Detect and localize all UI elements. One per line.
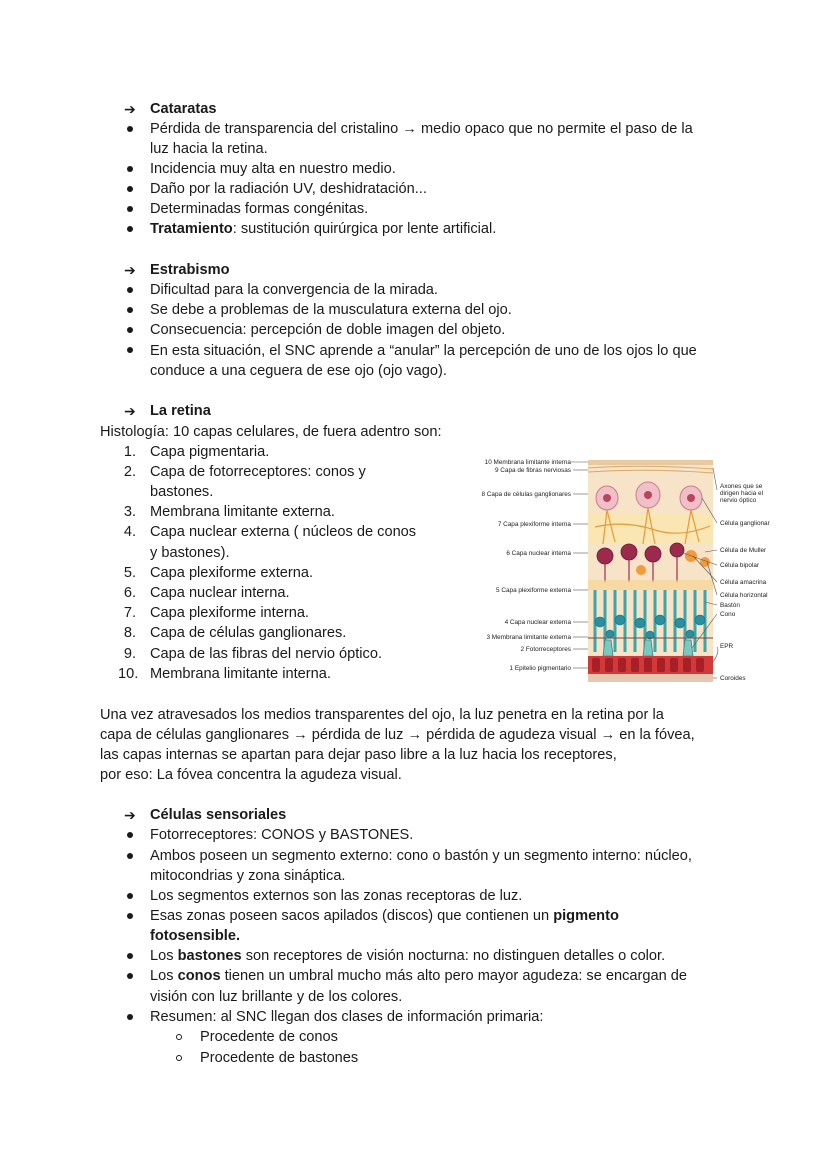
label-cono: Cono — [720, 611, 736, 618]
section-heading-retina: La retina — [150, 403, 211, 419]
list-item-continuation: luz hacia la retina. — [150, 141, 268, 157]
bullet-icon — [127, 973, 133, 979]
label-baston: Bastón — [720, 602, 740, 609]
list-item: Ambos poseen un segmento externo: cono o bastón y un segmento interno: núcleo, — [150, 848, 692, 864]
bullet-icon — [127, 186, 133, 192]
retina-layers-diagram — [455, 452, 785, 692]
choroid — [588, 674, 713, 682]
sub-list-item: Procedente de bastones — [200, 1050, 359, 1066]
pigment-cells — [592, 658, 704, 672]
label-capa-nuclear-externa: 4 Capa nuclear externa — [504, 619, 571, 626]
section-heading-celulas: Células sensoriales — [150, 807, 287, 823]
outer-plexiform-layer — [588, 580, 713, 590]
list-item: Dificultad para la convergencia de la mirada. — [150, 282, 438, 298]
label-axones-2: dirigen hacia el — [720, 490, 763, 497]
bullet-icon — [127, 287, 133, 293]
label-celula-horizontal: Célula horizontal — [720, 592, 768, 599]
bullet-icon — [127, 226, 133, 232]
layer-item: Membrana limitante interna. — [150, 666, 331, 682]
section-heading-estrabismo: Estrabismo — [150, 262, 230, 278]
list-item: Determinadas formas congénitas. — [150, 201, 369, 217]
layer-item: Membrana limitante externa. — [150, 504, 335, 520]
list-item-zonas — [150, 906, 619, 926]
zonas-bold: pigmento — [553, 908, 619, 924]
layer-item: Capa plexiforme interna. — [150, 605, 309, 621]
arrow-icon: ➔ — [124, 262, 136, 278]
arrow-icon: ➔ — [124, 101, 136, 117]
sub-list-item: Procedente de conos — [200, 1029, 338, 1045]
bastones-post: son receptores de visión nocturna: no distinguen detalles o color. — [241, 948, 666, 964]
label-capa-fibras-nerviosas: 9 Capa de fibras nerviosas — [494, 467, 571, 474]
bullet-icon — [127, 953, 133, 959]
label-axones-3: nervio óptico — [720, 497, 757, 504]
list-number: 3. — [123, 504, 136, 520]
inner-limiting-membrane — [588, 460, 713, 465]
label-epr: EPR — [720, 643, 734, 650]
list-number: 8. — [123, 625, 136, 641]
list-number: 5. — [123, 565, 136, 581]
layer-item: Capa de fotorreceptores: conos y — [150, 464, 366, 480]
layer-item: Capa nuclear interna. — [150, 585, 290, 601]
list-item-continuation: visión con luz brillante y de los colores. — [150, 989, 403, 1005]
layer-item: Capa plexiforme externa. — [150, 565, 314, 581]
label-coroides: Coroides — [720, 675, 746, 682]
label-membrana-limitante-interna: 10 Membrana limitante interna — [484, 459, 571, 466]
label-epitelio-pigmentario: 1 Epitelio pigmentario — [509, 665, 571, 672]
list-item-continuation: fotosensible. — [150, 928, 241, 944]
label-celula-amacrina: Célula amacrina — [720, 579, 767, 586]
paragraph-line: las capas internas se apartan para dejar paso libre a la luz hacia los receptores, — [100, 747, 617, 763]
paragraph-line: capa de células ganglionares → pérdida de luz → pérdida de agudeza visual → en la fóvea, — [100, 727, 695, 743]
label-capa-plexiforme-interna: 7 Capa plexiforme interna — [497, 521, 571, 528]
list-item: Daño por la radiación UV, deshidratación... — [150, 181, 427, 197]
layer-item: Capa de células ganglionares. — [150, 625, 347, 641]
label-capa-nuclear-interna: 6 Capa nuclear interna — [506, 550, 571, 557]
list-item: En esta situación, el SNC aprende a “anular” la percepción de uno de los ojos lo que — [150, 343, 697, 359]
paragraph-line: Una vez atravesados los medios transparentes del ojo, la luz penetra en la retina por la — [100, 707, 664, 723]
bullet-icon — [127, 126, 133, 132]
label-membrana-limitante-externa: 3 Membrana limitante externa — [486, 634, 571, 641]
bullet-icon — [127, 853, 133, 859]
list-number: 10. — [118, 666, 139, 682]
bullet-icon — [127, 166, 133, 172]
list-item-treatment — [150, 219, 496, 239]
section-heading-cataratas: Cataratas — [150, 101, 217, 117]
list-number: 1. — [123, 444, 136, 460]
paragraph-line: por eso: La fóvea concentra la agudeza visual. — [100, 767, 402, 783]
conos-bold: conos — [177, 968, 221, 984]
list-number: 2. — [123, 464, 136, 480]
label-capa-celulas-ganglionares: 8 Capa de células ganglionares — [481, 491, 571, 498]
bullet-icon — [127, 832, 133, 838]
list-number: 7. — [123, 605, 136, 621]
treatment-label: Tratamiento — [150, 221, 233, 237]
label-celula-ganglionar: Célula ganglionar — [720, 520, 770, 527]
list-item: Se debe a problemas de la musculatura externa del ojo. — [150, 302, 512, 318]
layer-item-continuation: y bastones). — [150, 545, 230, 561]
label-fotorreceptores: 2 Fotorreceptores — [520, 646, 571, 653]
bullet-icon — [127, 307, 133, 313]
label-celula-bipolar: Célula bipolar — [720, 562, 760, 569]
label-axones-1: Axones que se — [720, 483, 763, 490]
list-item: Incidencia muy alta en nuestro medio. — [150, 161, 396, 177]
sub-bullet-icon — [176, 1055, 182, 1061]
label-celula-muller: Célula de Muller — [720, 547, 767, 554]
sub-bullet-icon — [176, 1034, 182, 1040]
list-item-bastones — [150, 946, 665, 966]
bullet-icon — [127, 913, 133, 919]
list-item: Los segmentos externos son las zonas receptoras de luz. — [150, 888, 523, 904]
layer-item: Capa nuclear externa ( núcleos de conos — [150, 524, 417, 540]
retina-intro: Histología: 10 capas celulares, de fuera adentro son: — [100, 424, 442, 440]
list-item: Consecuencia: percepción de doble imagen del objeto. — [150, 322, 506, 338]
bullet-icon — [127, 347, 133, 353]
bastones-bold: bastones — [177, 948, 242, 964]
list-item-continuation: conduce a una ceguera de ese ojo (ojo vago). — [150, 363, 447, 379]
layer-item-continuation: bastones. — [150, 484, 214, 500]
list-item-continuation: mitocondrias y zona sináptica. — [150, 868, 346, 884]
bullet-icon — [127, 893, 133, 899]
left-label-leaders — [571, 462, 588, 668]
zonas-text: Esas zonas poseen sacos apilados (discos) que contienen un — [150, 908, 554, 924]
list-item-conos — [150, 966, 687, 986]
label-capa-plexiforme-externa: 5 Capa plexiforme externa — [496, 587, 571, 594]
bullet-icon — [127, 327, 133, 333]
bullet-icon — [127, 1014, 133, 1020]
layer-item: Capa pigmentaria. — [150, 444, 270, 460]
conos-post: tienen un umbral mucho más alto pero mayor agudeza: se encargan de — [220, 968, 688, 984]
arrow-icon: ➔ — [124, 807, 136, 823]
list-number: 4. — [123, 524, 136, 540]
list-number: 6. — [123, 585, 136, 601]
list-item: Fotorreceptores: CONOS y BASTONES. — [150, 827, 414, 843]
bastones-pre: Los — [150, 948, 178, 964]
conos-pre: Los — [150, 968, 178, 984]
list-item: Pérdida de transparencia del cristalino → medio opaco que no permite el paso de la — [150, 121, 693, 137]
list-item: Resumen: al SNC llegan dos clases de información primaria: — [150, 1009, 544, 1025]
list-number: 9. — [123, 646, 136, 662]
treatment-text: : sustitución quirúrgica por lente artificial. — [232, 221, 497, 237]
bullet-icon — [127, 206, 133, 212]
layer-item: Capa de las fibras del nervio óptico. — [150, 646, 383, 662]
arrow-icon: ➔ — [124, 403, 136, 419]
